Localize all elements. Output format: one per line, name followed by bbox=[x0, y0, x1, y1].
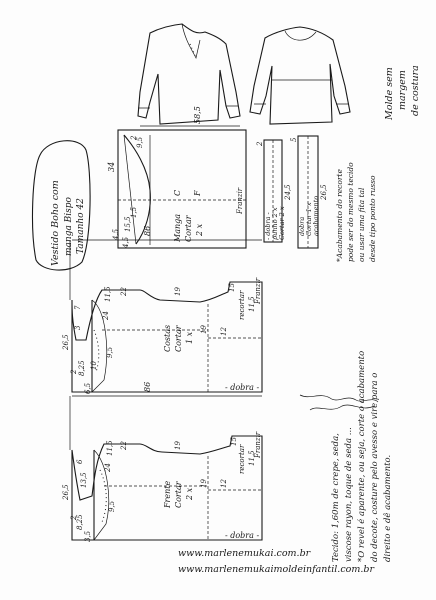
front-cut-label: recortar bbox=[238, 444, 246, 474]
sleeve-piece bbox=[107, 106, 246, 249]
sleeve-name-2: Cortar bbox=[184, 215, 193, 242]
fabric-line-2: viscose rayon, toque de seda ... bbox=[344, 427, 354, 562]
sleeve-name-1: Manga bbox=[173, 213, 182, 242]
back-fold-label: - dobra - bbox=[225, 383, 260, 392]
note-line-1: *Acabamento do recorte bbox=[335, 169, 344, 262]
back-dim-a: 9,5 bbox=[106, 346, 114, 358]
sleeve-side-a: 4,5 bbox=[112, 228, 120, 240]
cuff-height: 2 bbox=[256, 141, 264, 146]
back-waist-drop: 19 bbox=[200, 325, 208, 334]
sleeve-curve-b: 2 bbox=[130, 135, 138, 140]
title-line-2: manga Bispo bbox=[64, 197, 74, 256]
back-hem-drop: 15 bbox=[228, 283, 236, 292]
back-name-2: Cortar bbox=[174, 325, 183, 352]
back-name-3: 1 x bbox=[185, 331, 194, 344]
finishing-notes bbox=[335, 162, 377, 262]
fabric-line-5: direito e dê acabamento. bbox=[383, 454, 393, 562]
sleeve-grain: Franzir bbox=[236, 187, 244, 214]
front-dim-b: 8,25 bbox=[76, 514, 84, 530]
back-top-width: 26,5 bbox=[62, 334, 70, 350]
front-hem-drop: 15 bbox=[230, 437, 238, 446]
cuff-label-3: Cortar 2 x bbox=[278, 206, 286, 240]
cuff-width: 24,5 bbox=[284, 184, 292, 200]
back-piece bbox=[62, 226, 262, 394]
front-neck-depth: 13,5 bbox=[80, 472, 88, 488]
back-gather-label: Franzir bbox=[254, 277, 262, 304]
front-armhole-depth: 11,5 bbox=[106, 440, 114, 456]
front-side-width: 19 bbox=[174, 441, 182, 450]
header-line-3: de costura bbox=[410, 65, 421, 116]
back-dim-d: 6,5 bbox=[84, 382, 92, 394]
title-badge bbox=[33, 141, 91, 270]
front-gather-dim: 11,5 bbox=[248, 450, 256, 466]
sleeve-height: 34 bbox=[107, 161, 116, 172]
front-bust-width: 24 bbox=[104, 463, 112, 472]
back-name-1: Costas bbox=[163, 324, 172, 352]
facing-label-2: Cortar 1 x bbox=[305, 202, 313, 236]
fabric-line-3: *O revel é aparente, ou seja, corte o acabamento bbox=[357, 350, 367, 562]
title-line-1: Vestido Boho com bbox=[50, 180, 61, 266]
back-side-width: 19 bbox=[174, 287, 182, 296]
facing-label-1: dobra bbox=[298, 216, 306, 236]
back-armhole-depth: 11,5 bbox=[104, 286, 112, 302]
sleeve-curve-a: 9,5 bbox=[136, 136, 144, 148]
sleeve-side-c: 1,5 bbox=[130, 206, 138, 218]
back-hem-width: 12 bbox=[220, 327, 228, 336]
fabric-notes bbox=[331, 351, 393, 562]
note-line-3: ou usar uma fita tal bbox=[357, 187, 366, 262]
front-name-1: Frente bbox=[163, 480, 172, 508]
back-cut-label: recortar bbox=[238, 290, 246, 320]
header-line-1: Molde sem bbox=[384, 67, 395, 120]
facing-height: 5 bbox=[290, 137, 298, 142]
front-top-width: 26,5 bbox=[62, 484, 70, 500]
cuff-strip bbox=[256, 140, 292, 242]
sleeve-cap-depth: 15,5 bbox=[124, 216, 132, 232]
facing-strip bbox=[290, 136, 328, 248]
dress-sketch-front bbox=[138, 24, 240, 124]
front-waist-drop: 19 bbox=[200, 479, 208, 488]
title-line-3: Tamanho 42 bbox=[76, 198, 86, 254]
sleeve-mark-f: F bbox=[193, 190, 202, 196]
sleeve-name-3: 2 x bbox=[195, 223, 204, 236]
front-dim-a: 9,5 bbox=[108, 500, 116, 512]
back-bust-width: 24 bbox=[102, 311, 110, 320]
note-line-2: pode ser do mesmo tecido bbox=[346, 162, 355, 262]
front-hem-width: 12 bbox=[220, 479, 228, 488]
front-dim-c: 2 bbox=[70, 515, 78, 520]
sleeve-side-b: 4,5 bbox=[122, 236, 130, 248]
back-dim-b: 8,25 bbox=[78, 360, 86, 376]
note-line-4: desde tipo ponto russo bbox=[368, 175, 377, 262]
back-dim-c: 2 bbox=[70, 369, 78, 374]
dress-sketch-back bbox=[250, 27, 350, 124]
sleeve-dim-top bbox=[140, 106, 240, 126]
sleeve-mark-c: C bbox=[173, 189, 182, 196]
front-name-3: 2 x bbox=[185, 487, 194, 500]
footer-url-2: www.marlenemukaimoldeinfantil.com.br bbox=[178, 564, 375, 575]
facing-width: 26,5 bbox=[320, 184, 328, 200]
front-dim-d: 3,5 bbox=[84, 530, 92, 542]
footer-url-1: www.marlenemukai.com.br bbox=[178, 548, 311, 559]
back-center-mark: 10 bbox=[90, 361, 98, 370]
back-shoulder-drop: 3 bbox=[74, 325, 82, 330]
cuff-label-2: punho 2 x bbox=[271, 207, 279, 240]
fabric-line-1: Tecido: 1,60m de crepe, seda, bbox=[331, 433, 341, 562]
back-length: 86 bbox=[143, 225, 152, 236]
front-fold-label: - dobra - bbox=[225, 531, 260, 540]
front-gather-label: Franzir bbox=[254, 431, 262, 458]
fabric-line-4: do decote, costure pelo avesso e vire para o bbox=[370, 372, 380, 562]
header-line-2: margem bbox=[397, 70, 408, 110]
front-neck-width: 6 bbox=[76, 459, 84, 464]
front-length: 86 bbox=[143, 381, 152, 392]
front-piece bbox=[62, 382, 262, 542]
back-neck-width: 7 bbox=[74, 305, 82, 310]
back-gather-dim: 11,5 bbox=[248, 296, 256, 312]
back-yoke-width: 22 bbox=[120, 287, 128, 296]
sleeve-top-width: 58,5 bbox=[193, 106, 202, 124]
cuff-label-1: - dobra - bbox=[264, 212, 272, 240]
front-yoke-width: 22 bbox=[120, 441, 128, 450]
header-block bbox=[384, 65, 421, 121]
facing-label-3: acabamento bbox=[312, 195, 320, 236]
front-name-2: Cortar bbox=[174, 481, 183, 508]
